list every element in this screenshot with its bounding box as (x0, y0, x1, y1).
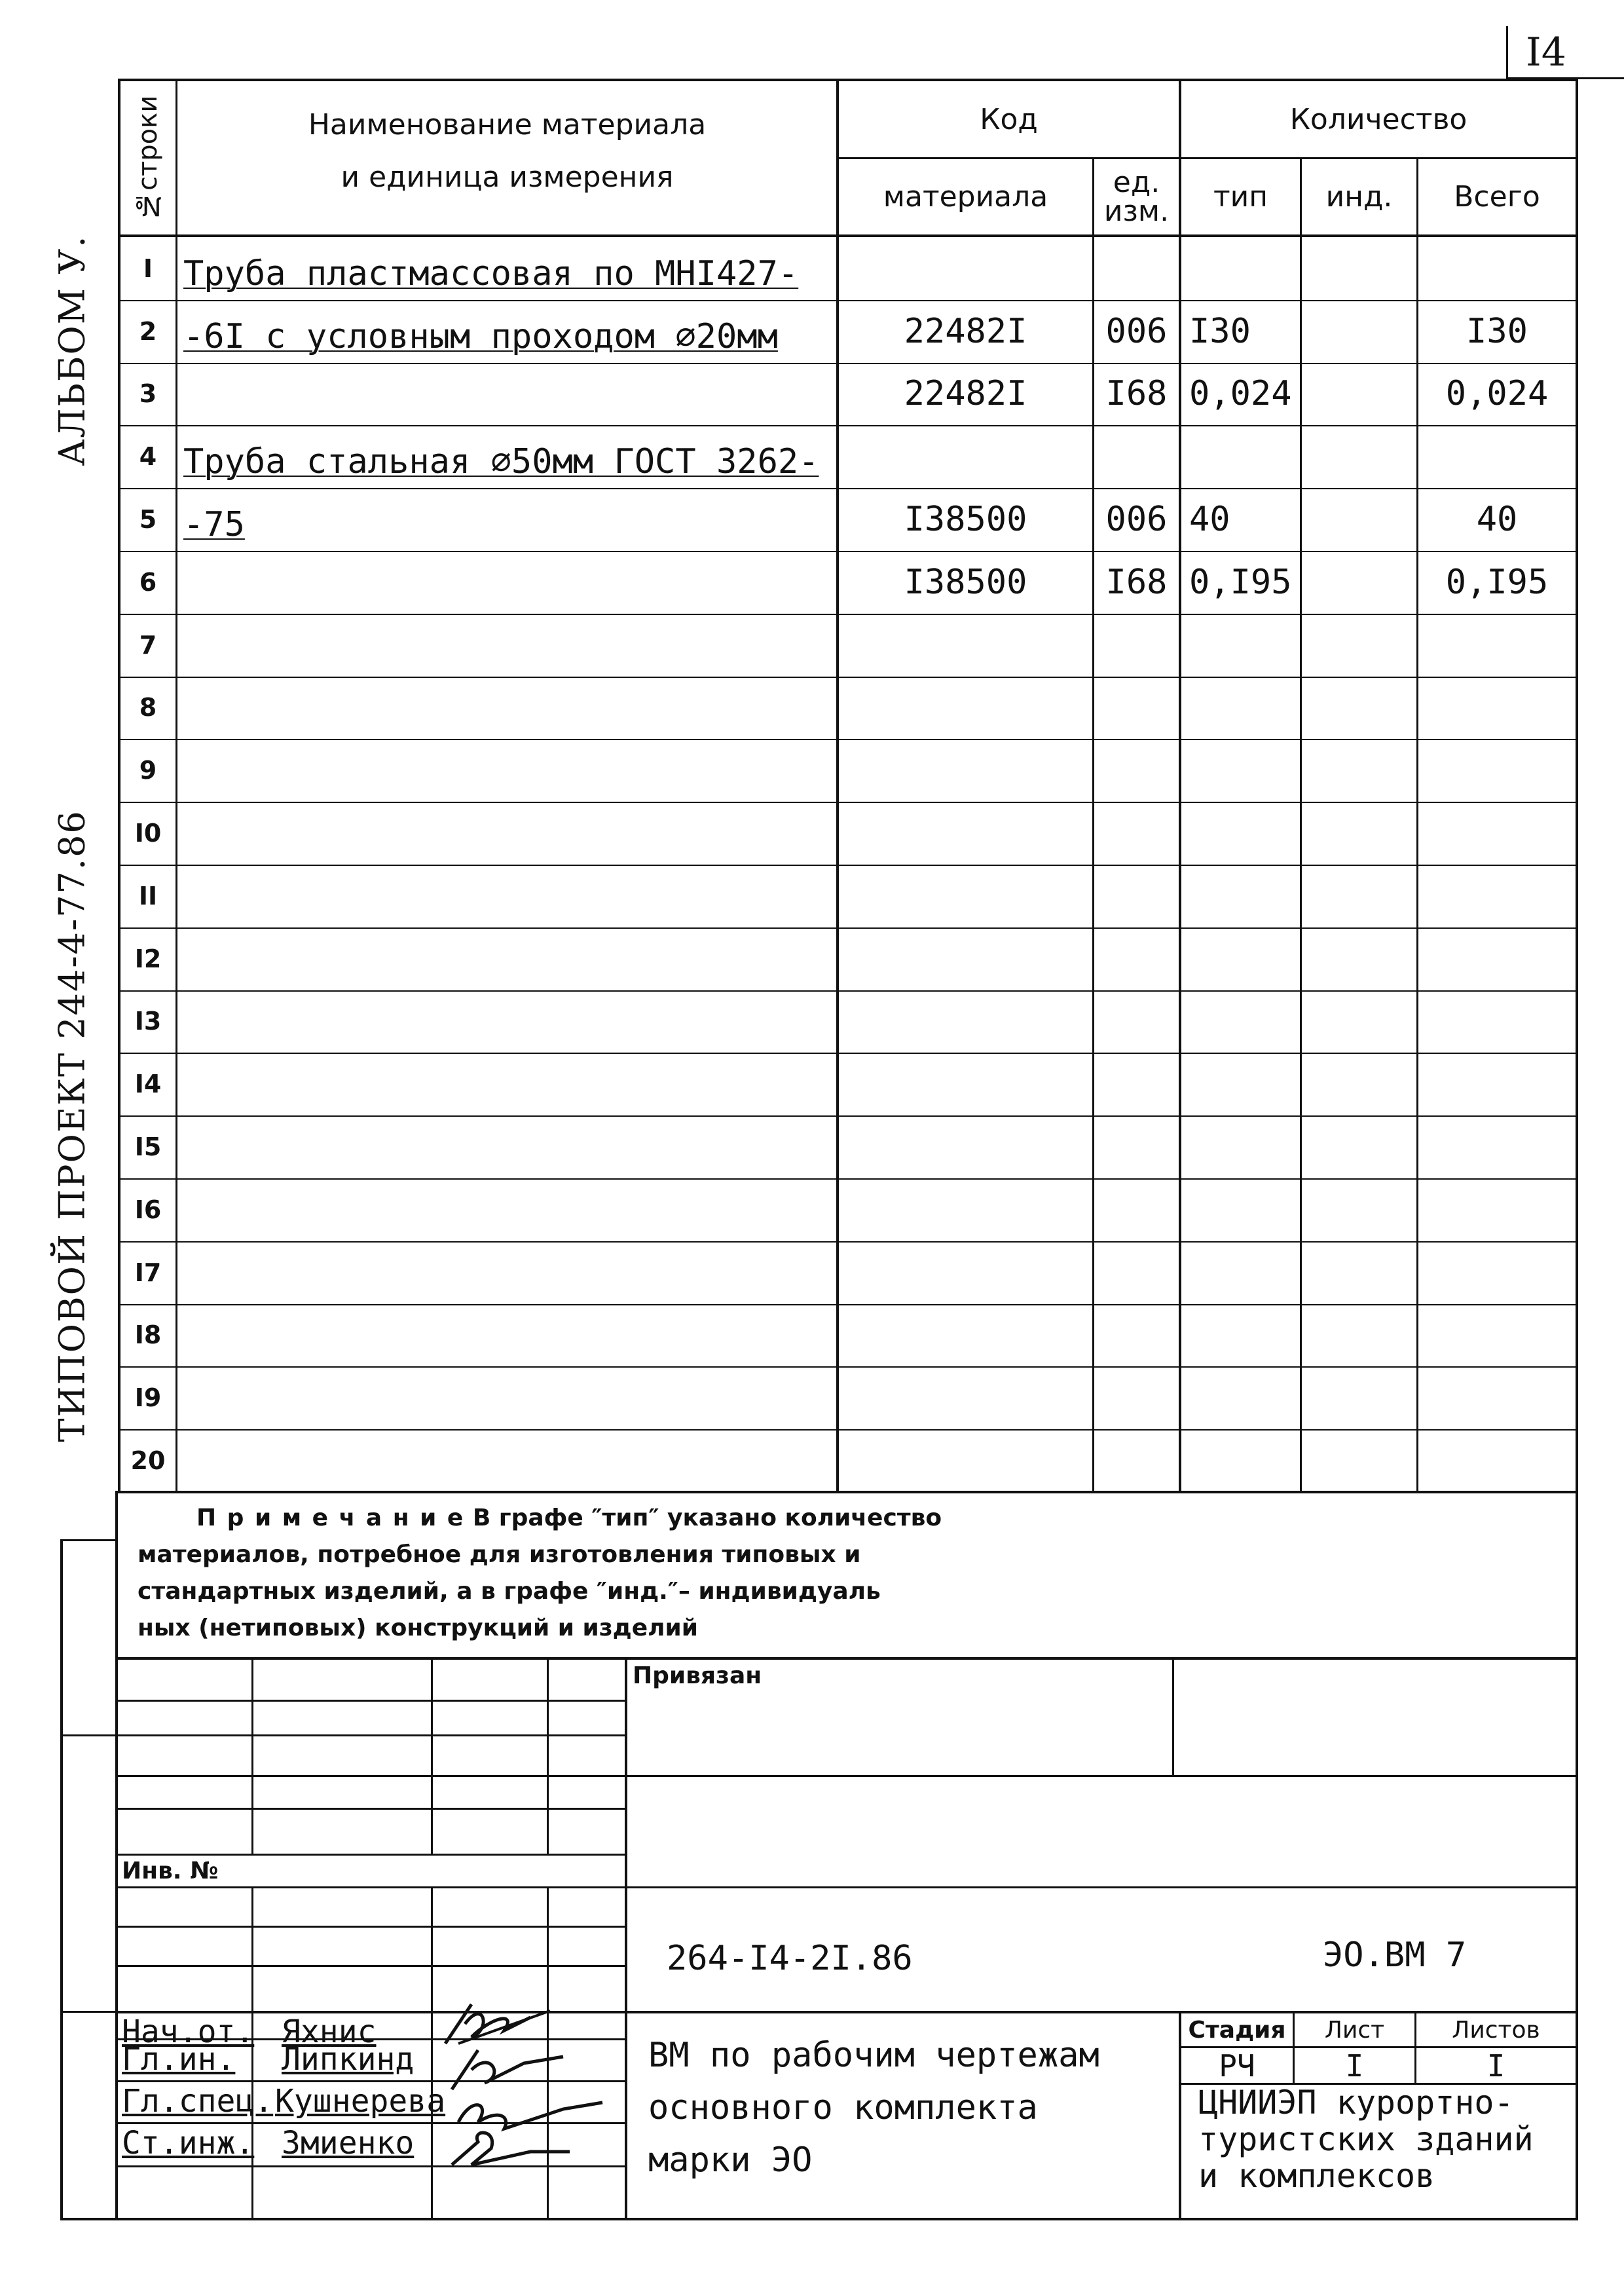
cell-material (839, 237, 1092, 300)
cell-ind (1302, 488, 1416, 551)
cell-material (839, 1304, 1092, 1367)
row-number: I7 (134, 1258, 162, 1287)
row-number: I2 (134, 944, 162, 973)
row-number: 8 (139, 693, 157, 722)
row-number: I9 (134, 1383, 162, 1413)
cell-unit (1094, 1241, 1179, 1304)
cell-type (1181, 677, 1300, 739)
row-number: 3 (139, 379, 157, 409)
sheets-label: Листов (1452, 2016, 1540, 2044)
cell-material (839, 1178, 1092, 1241)
project-label: ТИПОВОЙ ПРОЕКТ 244-4-77.86 (51, 810, 93, 1442)
cell-total (1418, 1429, 1576, 1492)
cell-material (839, 802, 1092, 865)
cell-name (183, 363, 835, 426)
row-number: I8 (134, 1320, 162, 1350)
cell-type (1181, 425, 1300, 488)
header-code: Код (980, 102, 1038, 136)
cell-type (1181, 1115, 1300, 1178)
signatory-role: Ст.инж. (122, 2125, 255, 2161)
row-number: 7 (139, 630, 157, 660)
cell-type (1181, 1366, 1300, 1429)
sheet-value: I (1345, 2048, 1364, 2084)
cell-total: 40 (1476, 500, 1518, 540)
org-line1: ЦНИИЭП курортно- (1198, 2084, 1514, 2122)
row-number: I6 (134, 1195, 162, 1224)
privyazan-label: Привязан (633, 1662, 762, 1689)
cell-ind (1302, 300, 1416, 363)
cell-unit (1094, 1429, 1179, 1492)
cell-type (1181, 614, 1300, 677)
header-unit (1094, 159, 1179, 234)
note-line2: материалов, потребное для изготовления типовых и (138, 1541, 861, 1568)
row-number: II (138, 881, 158, 910)
cell-material (839, 927, 1092, 990)
cell-material: I38500 (904, 500, 1027, 540)
cell-unit (1094, 237, 1179, 300)
cell-name (183, 1115, 835, 1178)
row-number: 4 (139, 442, 157, 472)
cell-name (183, 677, 835, 739)
cell-unit: I68 (1105, 374, 1168, 414)
cell-material (839, 990, 1092, 1053)
cell-material (839, 865, 1092, 927)
cell-total (1418, 1115, 1576, 1178)
cell-total (1418, 1241, 1576, 1304)
cell-material: I38500 (904, 562, 1027, 602)
row-number: 2 (139, 316, 157, 346)
header-quantity: Количество (1289, 102, 1467, 136)
cell-type (1181, 927, 1300, 990)
inv-no-label: Инв. № (122, 1858, 219, 1884)
cell-unit: I68 (1105, 562, 1168, 602)
cell-ind (1302, 1241, 1416, 1304)
doc-title-line2: основного комплекта (648, 2088, 1038, 2127)
cell-type: 0,I95 (1189, 562, 1292, 602)
cell-material (839, 614, 1092, 677)
cell-material (839, 677, 1092, 739)
cell-material: 22482I (904, 311, 1027, 351)
cell-ind (1302, 927, 1416, 990)
doc-title (648, 2029, 1099, 2186)
cell-total (1418, 927, 1576, 990)
cell-total (1418, 865, 1576, 927)
cell-name (183, 990, 835, 1053)
row-number: I3 (134, 1007, 162, 1036)
cell-total: 0,I95 (1445, 562, 1549, 602)
cell-ind (1302, 739, 1416, 802)
cell-unit (1094, 1115, 1179, 1178)
cell-type: I30 (1189, 311, 1251, 351)
cell-total: 0,024 (1445, 374, 1549, 414)
signatory-name: Кушнерева (275, 2083, 446, 2120)
cell-ind (1302, 1115, 1416, 1178)
note-line3: стандартных изделий, а в графе ″инд.″– индивидуаль (138, 1578, 881, 1605)
cell-total (1418, 614, 1576, 677)
header-unit-line1: ед. (1113, 165, 1160, 199)
doc-title-line1: ВМ по рабочим чертежам (648, 2036, 1099, 2075)
row-number: 9 (139, 756, 157, 785)
cell-ind (1302, 1053, 1416, 1115)
cell-name (183, 1366, 835, 1429)
cell-type (1181, 1053, 1300, 1115)
cell-ind (1302, 1304, 1416, 1367)
cell-total (1418, 237, 1576, 300)
cell-unit (1094, 865, 1179, 927)
cell-type (1181, 802, 1300, 865)
note-lead: П р и м е ч а н и е (196, 1505, 465, 1531)
cell-ind (1302, 677, 1416, 739)
cell-type (1181, 1241, 1300, 1304)
cell-material (839, 1053, 1092, 1115)
cell-total (1418, 990, 1576, 1053)
row-number: I4 (134, 1070, 162, 1099)
doc-title-line3: марки ЭО (648, 2141, 813, 2180)
header-row-no: №строки (133, 95, 163, 221)
cell-type: 40 (1189, 500, 1230, 540)
header-material: материала (883, 180, 1048, 214)
cell-unit: 006 (1105, 311, 1168, 351)
cell-total: I30 (1466, 311, 1528, 351)
cell-ind (1302, 990, 1416, 1053)
cell-name (183, 802, 835, 865)
cell-total (1418, 1178, 1576, 1241)
note-line4: ных (нетиповых) конструкций и изделий (138, 1615, 698, 1641)
cell-name: -75 (183, 505, 245, 545)
signatory-role: Нач.от. (122, 2013, 255, 2050)
cell-unit (1094, 739, 1179, 802)
cell-total (1418, 425, 1576, 488)
row-number: 5 (139, 505, 157, 534)
cell-material: 22482I (904, 374, 1027, 414)
org-line2: туристских зданий (1198, 2120, 1534, 2158)
cell-name (183, 1053, 835, 1115)
organization (1198, 2084, 1534, 2194)
cell-name (183, 1241, 835, 1304)
cell-unit (1094, 1178, 1179, 1241)
cell-total (1418, 739, 1576, 802)
cell-ind (1302, 865, 1416, 927)
page-number: I4 (1526, 29, 1566, 75)
cell-ind (1302, 425, 1416, 488)
row-number: I (143, 253, 153, 283)
cell-type: 0,024 (1189, 374, 1292, 414)
cell-material (839, 1366, 1092, 1429)
signatures (432, 1991, 629, 2175)
cell-total (1418, 1366, 1576, 1429)
row-number: 20 (130, 1446, 166, 1476)
cell-ind (1302, 237, 1416, 300)
cell-name (183, 865, 835, 927)
cell-unit (1094, 425, 1179, 488)
cell-ind (1302, 363, 1416, 426)
signatory-role: Гл.ин. (122, 2041, 236, 2078)
row-number: 6 (139, 567, 157, 597)
cell-name: -6I с условным проходом ∅20мм (183, 316, 778, 356)
cell-name (183, 739, 835, 802)
header-name-line2: и единица измерения (341, 160, 674, 194)
album-label: АЛЬБОМ У. (51, 234, 93, 466)
cell-unit (1094, 927, 1179, 990)
cell-total (1418, 1053, 1576, 1115)
cell-unit: 006 (1105, 500, 1168, 540)
cell-unit (1094, 802, 1179, 865)
cell-type (1181, 1178, 1300, 1241)
cell-unit (1094, 677, 1179, 739)
cell-name (183, 551, 835, 614)
row-number: I5 (134, 1132, 162, 1162)
cell-ind (1302, 551, 1416, 614)
cell-unit (1094, 990, 1179, 1053)
stage-value: РЧ (1219, 2048, 1255, 2084)
note (138, 1500, 1054, 1647)
signatory-role: Гл.спец. (122, 2083, 274, 2120)
stage-label: Стадия (1188, 2016, 1286, 2044)
cell-type (1181, 237, 1300, 300)
cell-material (839, 1115, 1092, 1178)
cell-unit (1094, 614, 1179, 677)
header-type: тип (1213, 180, 1268, 214)
signatory-name: Яхнис (282, 2013, 377, 2050)
row-number: I0 (134, 819, 162, 848)
cell-type (1181, 739, 1300, 802)
doc-mark: ЭО.ВМ 7 (1323, 1936, 1467, 1975)
cell-ind (1302, 802, 1416, 865)
note-line1: В графе ″тип″ указано количество (464, 1505, 942, 1531)
cell-unit (1094, 1304, 1179, 1367)
cell-material (839, 1429, 1092, 1492)
sheet-label: Лист (1324, 2016, 1385, 2044)
signatory-name: Змиенко (282, 2125, 415, 2161)
sheets-value: I (1486, 2048, 1505, 2084)
org-line3: и комплексов (1198, 2157, 1435, 2195)
header-unit-line2: изм. (1103, 194, 1170, 228)
cell-material (839, 1241, 1092, 1304)
cell-name (183, 1178, 835, 1241)
cell-ind (1302, 1178, 1416, 1241)
cell-type (1181, 865, 1300, 927)
doc-code: 264-I4-2I.86 (667, 1939, 913, 1978)
cell-name (183, 614, 835, 677)
cell-name (183, 1304, 835, 1367)
cell-type (1181, 990, 1300, 1053)
cell-total (1418, 802, 1576, 865)
cell-ind (1302, 1429, 1416, 1492)
header-name-line1: Наименование материала (308, 107, 707, 141)
cell-name (183, 927, 835, 990)
cell-total (1418, 677, 1576, 739)
cell-type (1181, 1429, 1300, 1492)
cell-name (183, 1429, 835, 1492)
cell-ind (1302, 614, 1416, 677)
cell-ind (1302, 1366, 1416, 1429)
cell-unit (1094, 1053, 1179, 1115)
cell-unit (1094, 1366, 1179, 1429)
cell-type (1181, 1304, 1300, 1367)
header-total: Всего (1454, 180, 1540, 214)
header-ind: инд. (1325, 180, 1393, 214)
cell-total (1418, 1304, 1576, 1367)
signatory-name: Липкинд (282, 2041, 415, 2078)
cell-name: Труба стальная ∅50мм ГОСТ 3262- (183, 442, 819, 482)
cell-name: Труба пластмассовая по МНI427- (183, 254, 799, 293)
cell-material (839, 425, 1092, 488)
cell-material (839, 739, 1092, 802)
